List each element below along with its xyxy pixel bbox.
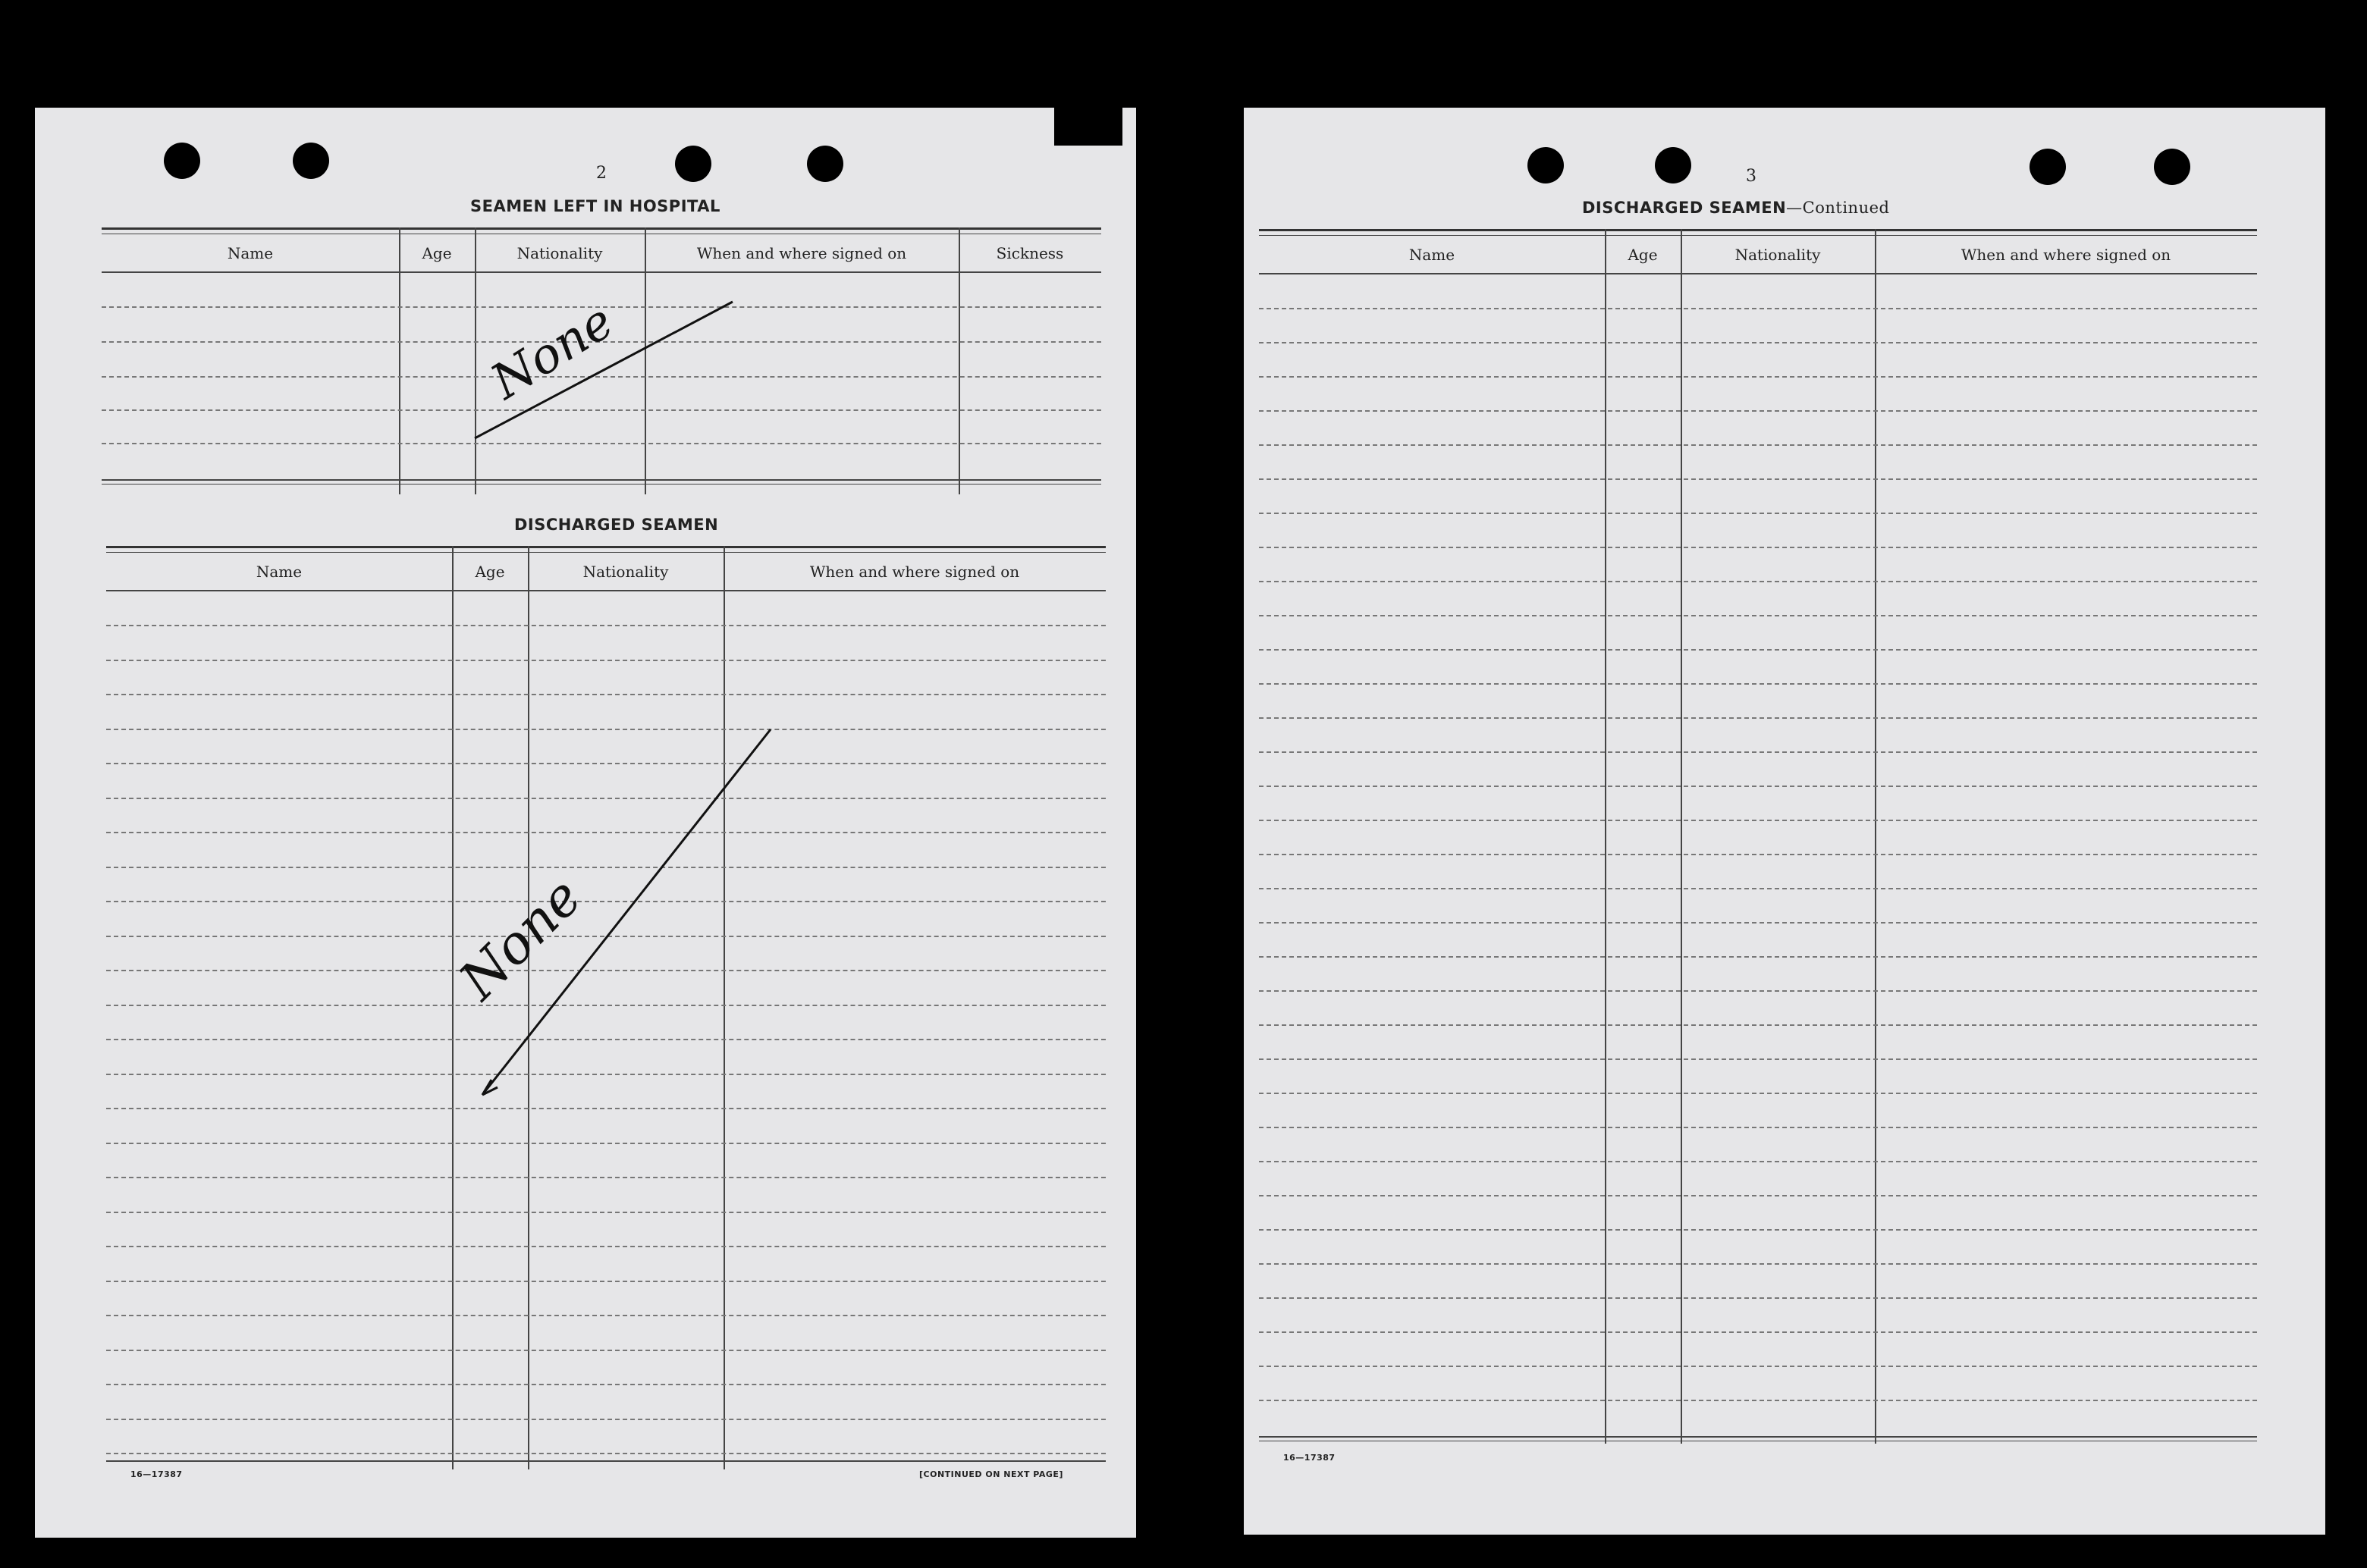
ruled-row-line — [1259, 1161, 2257, 1162]
form-number: 16—17387 — [1283, 1453, 1336, 1463]
ruled-row-line — [106, 1177, 1106, 1178]
punch-hole — [164, 143, 200, 179]
ruled-row-line — [1259, 922, 2257, 924]
ruled-row-line — [106, 1143, 1106, 1144]
ruled-row-line — [106, 1453, 1106, 1454]
left-page — [35, 108, 1136, 1538]
header-age: Age — [1628, 246, 1658, 264]
header-when-where: When and where signed on — [696, 244, 907, 262]
ruled-row-line — [1259, 956, 2257, 958]
handwritten-none-discharged — [444, 714, 778, 1109]
ruled-row-line — [106, 1212, 1106, 1213]
ruled-row-line — [1259, 1263, 2257, 1265]
ruled-row-line — [1259, 1366, 2257, 1367]
ruled-row-line — [106, 1419, 1106, 1420]
punch-hole — [293, 143, 329, 179]
ruled-row-line — [106, 1350, 1106, 1351]
ruled-row-line — [1259, 1024, 2257, 1026]
right-page — [1244, 108, 2325, 1535]
handwritten-none-text: None — [482, 293, 623, 411]
discharged-continued-title — [1582, 199, 1889, 217]
header-name: Name — [256, 563, 303, 581]
ruled-row-line — [1259, 376, 2257, 378]
punch-hole — [1655, 147, 1691, 183]
ruled-row-line — [1259, 513, 2257, 514]
header-nationality: Nationality — [516, 244, 603, 262]
ruled-row-line — [1259, 444, 2257, 446]
punch-hole — [675, 146, 711, 182]
ruled-row-line — [1259, 683, 2257, 685]
handwritten-none-text: None — [447, 865, 594, 1012]
header-when-where: When and where signed on — [809, 563, 1020, 581]
ruled-row-line — [1259, 547, 2257, 548]
ruled-row-line — [1259, 308, 2257, 309]
form-number: 16—17387 — [130, 1469, 183, 1479]
ruled-row-line — [1259, 342, 2257, 343]
punch-hole — [2030, 149, 2066, 185]
ruled-row-line — [1259, 990, 2257, 992]
header-nationality: Nationality — [582, 563, 669, 581]
ruled-row-line — [1259, 649, 2257, 651]
ruled-row-line — [106, 694, 1106, 695]
header-name: Name — [1408, 246, 1455, 264]
ruled-row-line — [1259, 854, 2257, 855]
ruled-row-line — [1259, 581, 2257, 582]
ruled-row-line — [106, 660, 1106, 661]
ruled-row-line — [1259, 410, 2257, 412]
ruled-row-line — [1259, 478, 2257, 480]
ruled-row-line — [1259, 717, 2257, 719]
ruled-row-line — [1259, 1127, 2257, 1128]
ruled-row-line — [1259, 820, 2257, 821]
page-number: 2 — [596, 164, 607, 183]
header-sickness: Sickness — [996, 244, 1064, 262]
ruled-row-line — [1259, 1229, 2257, 1231]
ruled-row-line — [1259, 1297, 2257, 1299]
ruled-row-line — [1259, 1400, 2257, 1401]
punch-hole — [1527, 147, 1564, 183]
header-age: Age — [422, 244, 452, 262]
ruled-row-line — [106, 1384, 1106, 1385]
handwritten-none-hospital — [460, 287, 748, 453]
continued-note: [CONTINUED ON NEXT PAGE] — [919, 1469, 1063, 1479]
header-when-where: When and where signed on — [1960, 246, 2171, 264]
ruled-row-line — [106, 625, 1106, 626]
punch-hole — [807, 146, 843, 182]
ruled-row-line — [106, 1246, 1106, 1247]
discharged-continued-table — [1259, 229, 2257, 1444]
title-suffix: —Continued — [1786, 199, 1890, 217]
ruled-row-line — [1259, 751, 2257, 753]
ruled-row-line — [1259, 786, 2257, 787]
punch-hole — [2154, 149, 2190, 185]
header-name: Name — [227, 244, 274, 262]
page-notch — [1054, 103, 1122, 146]
ruled-row-line — [106, 1315, 1106, 1316]
ruled-row-line — [1259, 1093, 2257, 1094]
title-main: DISCHARGED SEAMEN — [1582, 199, 1787, 217]
ruled-row-line — [1259, 1331, 2257, 1333]
hospital-section-title: SEAMEN LEFT IN HOSPITAL — [470, 197, 720, 215]
discharged-section-title: DISCHARGED SEAMEN — [514, 516, 719, 534]
ruled-row-line — [1259, 1058, 2257, 1060]
ruled-row-line — [1259, 888, 2257, 889]
ruled-row-line — [1259, 615, 2257, 616]
page-number: 3 — [1746, 167, 1756, 186]
ruled-row-line — [106, 1281, 1106, 1282]
header-age: Age — [475, 563, 505, 581]
ruled-row-line — [1259, 1195, 2257, 1196]
header-nationality: Nationality — [1734, 246, 1821, 264]
